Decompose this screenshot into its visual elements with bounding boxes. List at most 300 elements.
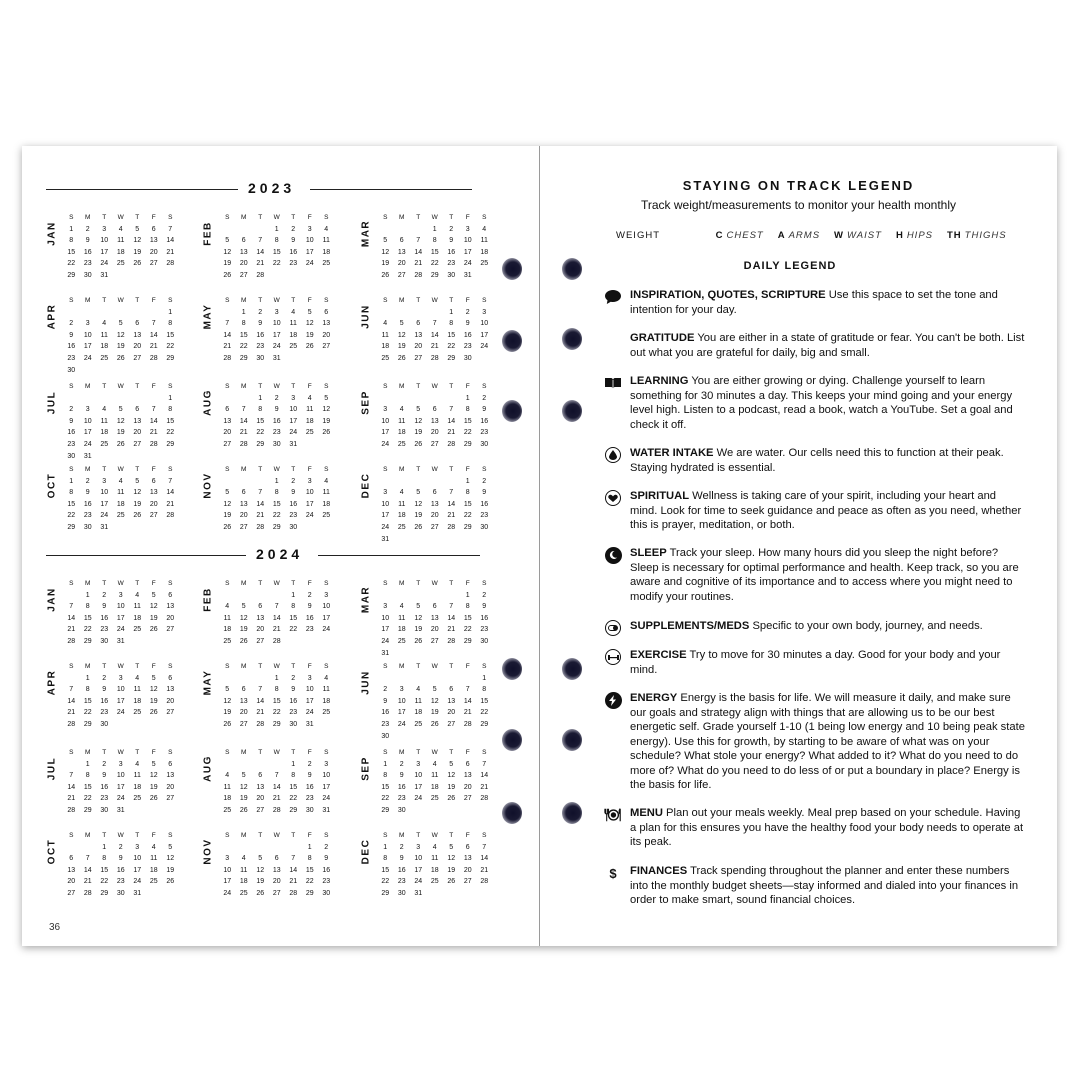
day-cell: 21	[67, 795, 76, 803]
day-cell: 21	[223, 343, 232, 351]
weekday-cell: T	[449, 749, 454, 756]
day-cell: 19	[381, 260, 390, 268]
day-cell: 22	[463, 429, 472, 437]
week-row	[377, 642, 493, 657]
weekday-cell: T	[416, 383, 421, 390]
day-cell: 26	[166, 878, 175, 886]
day-cell: 1	[168, 308, 173, 316]
day-cell: 1	[291, 760, 296, 768]
week-row	[219, 753, 335, 768]
day-cell: 13	[272, 866, 281, 874]
week-row	[63, 359, 179, 374]
day-cell: 21	[480, 783, 489, 791]
day-cell: 7	[449, 603, 454, 611]
day-cell: 26	[133, 260, 142, 268]
day-cell: 11	[398, 614, 406, 622]
day-cell: 10	[414, 855, 423, 863]
day-cell: 16	[67, 343, 76, 351]
weekday-cell: S	[168, 466, 173, 473]
weekday-cell: S	[324, 749, 329, 756]
measure-label: ARMS	[788, 230, 821, 241]
week-row	[63, 870, 179, 886]
day-cell: 20	[166, 614, 175, 622]
weekday-cell: T	[291, 580, 296, 587]
day-cell: 8	[102, 855, 107, 863]
day-cell: 26	[381, 271, 390, 279]
day-cell: 12	[239, 614, 248, 622]
day-cell: 2	[69, 320, 74, 328]
day-cell: 23	[83, 260, 92, 268]
week-row	[63, 229, 179, 245]
day-cell: 27	[430, 523, 439, 531]
day-cell: 3	[324, 760, 329, 768]
day-cell: 4	[135, 591, 140, 599]
month-grid	[377, 375, 493, 448]
day-cell: 19	[149, 614, 158, 622]
day-cell: 25	[397, 440, 406, 448]
week-row	[377, 713, 493, 728]
day-cell: 15	[67, 500, 76, 508]
day-cell: 19	[322, 417, 331, 425]
day-cell: 24	[397, 720, 406, 728]
day-cell: 16	[397, 783, 406, 791]
day-cell: 20	[239, 512, 248, 520]
weekday-cell: S	[168, 832, 173, 839]
day-cell: 29	[67, 271, 76, 279]
weekday-header	[219, 655, 335, 670]
month-name-wrap	[46, 289, 58, 353]
measure-code: W	[834, 230, 845, 241]
legend-item-text: Try to move for 30 minutes a day. Good for your body and your mind.	[630, 649, 1001, 676]
weekday-cell: T	[416, 214, 421, 221]
month-grid	[63, 206, 179, 279]
month-grid	[377, 206, 493, 279]
day-cell: 3	[465, 225, 470, 233]
day-cell: 31	[133, 889, 142, 897]
weekday-cell: M	[399, 832, 405, 839]
week-row	[219, 481, 335, 497]
day-cell: 12	[414, 500, 423, 508]
weekday-cell: W	[117, 580, 124, 587]
day-cell: 2	[482, 394, 487, 402]
day-cell: 23	[272, 429, 281, 437]
month-dec-2024	[360, 824, 488, 904]
day-cell: 6	[399, 237, 404, 245]
weekday-cell: T	[102, 297, 107, 304]
month-jul-2023	[46, 375, 175, 460]
month-name: MAY	[202, 669, 214, 696]
day-cell: 10	[463, 237, 472, 245]
month-name-wrap	[202, 655, 214, 719]
day-cell: 4	[241, 855, 246, 863]
day-cell: 18	[397, 512, 406, 520]
weekday-cell: T	[291, 832, 296, 839]
week-row	[219, 312, 335, 328]
day-cell: 15	[480, 697, 489, 705]
day-cell: 28	[67, 806, 76, 814]
month-grid	[63, 375, 179, 460]
day-cell: 9	[449, 237, 454, 245]
day-cell: 3	[118, 591, 123, 599]
day-cell: 17	[100, 500, 109, 508]
week-row	[377, 421, 493, 437]
day-cell: 1	[85, 674, 90, 682]
day-cell: 16	[381, 709, 390, 717]
week-row	[63, 678, 179, 694]
week-row	[377, 678, 493, 694]
month-name-wrap	[46, 572, 58, 636]
month-sep-2024	[360, 741, 488, 821]
day-cell: 21	[447, 512, 456, 520]
day-cell: 9	[85, 489, 90, 497]
day-cell: 24	[305, 260, 314, 268]
weekday-cell: T	[258, 832, 263, 839]
day-cell: 28	[272, 806, 281, 814]
weekday-cell: S	[168, 580, 173, 587]
day-cell: 12	[430, 697, 439, 705]
day-cell: 26	[116, 354, 125, 362]
week-row	[377, 667, 493, 682]
day-cell: 3	[383, 603, 388, 611]
day-cell: 2	[291, 225, 296, 233]
day-cell: 14	[223, 331, 232, 339]
day-cell: 14	[463, 697, 472, 705]
day-cell: 18	[133, 614, 142, 622]
day-cell: 11	[133, 686, 141, 694]
day-cell: 9	[482, 603, 487, 611]
day-cell: 18	[430, 866, 439, 874]
day-cell: 13	[149, 489, 158, 497]
day-cell: 6	[168, 674, 173, 682]
day-cell: 30	[463, 354, 472, 362]
month-name: OCT	[46, 472, 58, 499]
day-cell: 30	[100, 720, 109, 728]
day-cell: 6	[258, 603, 263, 611]
day-cell: 22	[166, 429, 175, 437]
dollar-icon: $	[609, 865, 617, 881]
day-cell: 9	[465, 320, 470, 328]
weekday-cell: M	[85, 749, 91, 756]
weekday-cell: W	[117, 466, 124, 473]
day-cell: 30	[272, 440, 281, 448]
day-cell: 9	[258, 320, 263, 328]
day-cell: 17	[223, 878, 232, 886]
day-cell: 31	[272, 354, 281, 362]
day-cell: 18	[239, 878, 248, 886]
weekday-cell: S	[383, 383, 388, 390]
weekday-cell: S	[482, 214, 487, 221]
weekday-cell: S	[324, 383, 329, 390]
day-cell: 12	[447, 855, 456, 863]
weekday-cell: F	[151, 832, 156, 839]
week-row	[377, 584, 493, 599]
day-cell: 5	[151, 591, 156, 599]
day-cell: 5	[324, 394, 329, 402]
week-row	[63, 859, 179, 874]
week-row	[219, 264, 335, 279]
week-row	[377, 470, 493, 485]
month-grid	[377, 289, 493, 362]
day-cell: 16	[305, 783, 314, 791]
punch-hole	[562, 258, 582, 280]
day-cell: 14	[256, 697, 265, 705]
day-cell: 27	[463, 795, 472, 803]
day-cell: 5	[151, 674, 156, 682]
day-cell: 7	[274, 603, 279, 611]
day-cell: 16	[289, 500, 298, 508]
day-cell: 14	[67, 783, 76, 791]
weekday-cell: F	[151, 297, 156, 304]
weekday-cell: T	[258, 214, 263, 221]
weekday-cell: W	[273, 663, 280, 670]
day-cell: 4	[383, 320, 388, 328]
day-cell: 25	[149, 878, 158, 886]
day-cell: 3	[383, 489, 388, 497]
day-cell: 30	[100, 806, 109, 814]
day-cell: 28	[447, 637, 456, 645]
day-cell: 1	[168, 394, 173, 402]
day-cell: 10	[116, 686, 125, 694]
month-name: APR	[46, 303, 58, 330]
month-jul-2024	[46, 741, 174, 821]
day-cell: 6	[449, 686, 454, 694]
day-cell: 11	[306, 406, 314, 414]
day-cell: 17	[322, 783, 331, 791]
day-cell: 15	[83, 697, 92, 705]
day-cell: 3	[102, 225, 107, 233]
day-cell: 14	[430, 331, 439, 339]
measure-code: A	[777, 230, 786, 241]
day-cell: 29	[463, 440, 472, 448]
weekday-cell: S	[225, 832, 230, 839]
day-cell: 24	[305, 512, 314, 520]
day-cell: 21	[447, 626, 456, 634]
weekday-cell: F	[307, 466, 312, 473]
day-cell: 21	[83, 878, 92, 886]
day-cell: 11	[398, 500, 406, 508]
day-cell: 20	[239, 709, 248, 717]
day-cell: 23	[322, 878, 331, 886]
day-cell: 12	[223, 697, 232, 705]
weekday-cell: M	[241, 383, 247, 390]
day-cell: 21	[149, 429, 158, 437]
day-cell: 27	[67, 889, 76, 897]
legend-title: STAYING ON TRACK LEGEND	[682, 178, 915, 193]
day-cell: 29	[166, 354, 175, 362]
day-cell: 13	[430, 500, 439, 508]
punch-hole	[502, 658, 522, 680]
day-cell: 26	[223, 271, 232, 279]
month-grid	[219, 572, 335, 645]
day-cell: 31	[463, 271, 472, 279]
day-cell: 5	[383, 237, 388, 245]
month-jan-2023	[46, 206, 174, 286]
day-cell: 22	[305, 878, 314, 886]
week-row	[219, 787, 335, 803]
month-feb-2023	[202, 206, 330, 286]
week-row	[63, 595, 179, 611]
day-cell: 17	[480, 331, 489, 339]
day-cell: 5	[118, 320, 123, 328]
weekday-cell: S	[482, 383, 487, 390]
legend-item-exercise	[630, 648, 1026, 677]
day-cell: 10	[322, 772, 331, 780]
day-cell: 20	[166, 783, 175, 791]
day-cell: 8	[258, 406, 263, 414]
day-cell: 8	[307, 855, 312, 863]
day-cell: 8	[241, 320, 246, 328]
day-cell: 27	[272, 889, 281, 897]
day-cell: 11	[117, 489, 125, 497]
week-row	[219, 252, 335, 268]
month-grid	[219, 741, 335, 814]
day-cell: 12	[166, 855, 175, 863]
weekday-cell: S	[69, 580, 74, 587]
day-cell: 28	[430, 354, 439, 362]
weekday-cell: S	[69, 297, 74, 304]
month-oct-2023	[46, 458, 174, 538]
day-cell: 31	[381, 535, 390, 543]
day-cell: 23	[256, 343, 265, 351]
moon-icon	[604, 546, 622, 564]
day-cell: 24	[381, 637, 390, 645]
day-cell: 28	[289, 889, 298, 897]
day-cell: 28	[166, 260, 175, 268]
day-cell: 2	[85, 477, 90, 485]
weekday-header	[377, 741, 493, 756]
week-row	[377, 528, 493, 543]
week-row	[63, 387, 179, 402]
month-jun-2023	[360, 289, 488, 369]
day-cell: 18	[305, 417, 314, 425]
month-jan-2024	[46, 572, 174, 652]
day-cell: 26	[149, 709, 158, 717]
day-cell: 4	[432, 760, 437, 768]
weekday-cell: S	[482, 749, 487, 756]
day-cell: 24	[414, 795, 423, 803]
day-cell: 12	[223, 248, 232, 256]
day-cell: 3	[307, 225, 312, 233]
month-name-wrap	[360, 741, 372, 805]
week-row	[377, 859, 493, 874]
rule-right	[310, 189, 472, 190]
day-cell: 4	[135, 674, 140, 682]
weekday-cell: M	[241, 832, 247, 839]
day-cell: 8	[274, 489, 279, 497]
day-cell: 9	[291, 489, 296, 497]
day-cell: 20	[322, 331, 331, 339]
day-cell: 14	[149, 417, 158, 425]
weekday-cell: T	[102, 832, 107, 839]
day-cell: 22	[83, 626, 92, 634]
day-cell: 17	[305, 248, 314, 256]
week-row	[219, 387, 335, 402]
week-row	[377, 410, 493, 425]
week-row	[377, 725, 493, 740]
day-cell: 18	[149, 866, 158, 874]
day-cell: 27	[166, 709, 175, 717]
day-cell: 12	[149, 603, 158, 611]
day-cell: 23	[67, 354, 76, 362]
weekday-cell: S	[168, 214, 173, 221]
day-cell: 18	[381, 343, 390, 351]
month-name: JUL	[46, 390, 58, 415]
day-cell: 20	[414, 343, 423, 351]
legend-item-text: Energy is the basis for life. We will measure it daily, and make sure our goals and strategy align with things that are allowing us to be our best energetic self. Grade yourself 1-10 (1 being low energy and 10 being peak state energy). Use this for growth, by starting to be aware of what was on your schedule? What stole your energy? What added to it? What do you need to do more of? What do you need to do less of or put a boundary in place? Energy is the basis for life.	[630, 692, 1025, 791]
month-grid	[63, 458, 179, 531]
weekday-header	[63, 206, 179, 221]
week-row	[377, 312, 493, 328]
measure-label: THIGHS	[964, 230, 1007, 241]
year-heading	[46, 180, 476, 200]
day-cell: 13	[67, 866, 76, 874]
legend-item-title: SUPPLEMENTS/MEDS	[630, 620, 750, 632]
day-cell: 3	[135, 843, 140, 851]
day-cell: 28	[447, 523, 456, 531]
day-cell: 18	[223, 795, 232, 803]
day-cell: 17	[305, 500, 314, 508]
day-cell: 21	[256, 709, 265, 717]
legend-item-inspiration	[630, 288, 1026, 317]
day-cell: 24	[116, 795, 125, 803]
day-cell: 14	[67, 697, 76, 705]
week-row	[63, 301, 179, 316]
rule-left	[46, 189, 238, 190]
day-cell: 13	[463, 855, 472, 863]
day-cell: 9	[102, 772, 107, 780]
punch-hole	[562, 400, 582, 422]
day-cell: 24	[322, 626, 331, 634]
day-cell: 28	[463, 720, 472, 728]
day-cell: 9	[291, 686, 296, 694]
day-cell: 16	[322, 866, 331, 874]
weekday-cell: T	[291, 383, 296, 390]
legend-item-title: GRATITUDE	[630, 332, 695, 344]
day-cell: 8	[85, 603, 90, 611]
day-cell: 1	[85, 760, 90, 768]
day-cell: 25	[116, 512, 125, 520]
day-cell: 6	[432, 406, 437, 414]
day-cell: 20	[149, 248, 158, 256]
legend-item-title: WATER INTAKE	[630, 447, 714, 459]
weight-measurements-row	[616, 230, 1007, 241]
day-cell: 4	[118, 225, 123, 233]
day-cell: 10	[480, 320, 489, 328]
day-cell: 21	[166, 500, 175, 508]
weekday-cell: W	[273, 832, 280, 839]
day-cell: 30	[67, 366, 76, 374]
week-row	[63, 218, 179, 233]
month-apr-2023	[46, 289, 175, 374]
day-cell: 21	[67, 626, 76, 634]
day-cell: 15	[67, 248, 76, 256]
weekday-cell: T	[291, 297, 296, 304]
week-row	[377, 607, 493, 622]
legend-item-title: INSPIRATION, QUOTES, SCRIPTURE	[630, 289, 826, 301]
day-cell: 2	[324, 843, 329, 851]
day-cell: 2	[274, 394, 279, 402]
day-cell: 2	[291, 477, 296, 485]
month-name-wrap	[360, 824, 372, 888]
month-name: SEP	[360, 756, 372, 781]
weekday-cell: T	[291, 466, 296, 473]
week-row	[63, 241, 179, 256]
week-row	[63, 347, 179, 362]
day-cell: 12	[239, 783, 248, 791]
day-cell: 4	[324, 225, 329, 233]
day-cell: 23	[447, 260, 456, 268]
day-cell: 17	[289, 417, 298, 425]
